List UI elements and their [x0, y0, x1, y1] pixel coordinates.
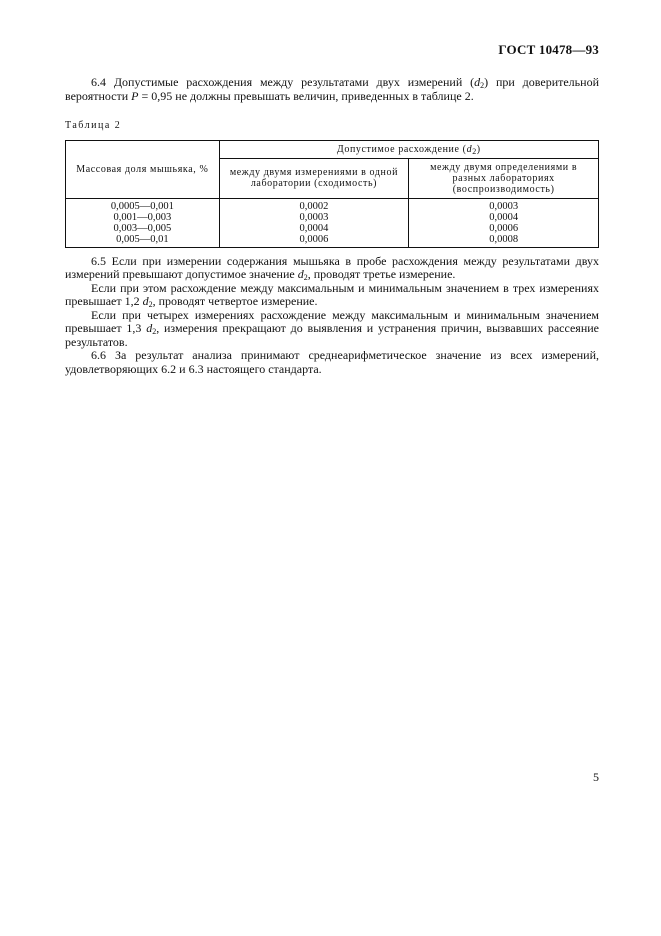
p65-text-b: , проводят третье измерение. [307, 267, 456, 281]
header-reproducibility: между двумя определениями в разных лабораториях (воспроизводимость) [409, 158, 599, 198]
cell-reproducibility: 0,0003 [409, 198, 599, 212]
p64-var-p: P [131, 88, 139, 103]
p65-var-d: d [297, 267, 304, 281]
paragraph-6-5-third [65, 309, 599, 350]
table-row [66, 223, 599, 234]
p65b-text-a: Если при этом расхождение между максимальным и минимальным значением в трех измерениях превышает 1,2 [65, 280, 599, 308]
table-row [66, 212, 599, 223]
group-header-text-a: Допустимое расхождение ( [336, 143, 467, 155]
cell-repeatability: 0,0003 [219, 212, 409, 223]
p65b-text-b: , проводят четвертое измерение. [152, 294, 318, 308]
document-body [65, 76, 599, 376]
paragraph-6-6: 6.6 За результат анализа принимают среднеарифметическое значение из всех измерений, удовлетворяющих 6.2 и 6.3 настоящего стандарта. [65, 348, 599, 376]
p64-sub: 2 [480, 81, 485, 90]
p65b-var-d: d [142, 294, 149, 308]
cell-repeatability: 0,0002 [219, 198, 409, 212]
p65c-text-b: , измерения прекращают до выявления и устранения причин, вызвавших рассеяние результатов. [65, 321, 599, 349]
table-row [66, 198, 599, 212]
page-number: 5 [593, 770, 599, 784]
group-header-var-d: d [466, 143, 473, 155]
p65-sub: 2 [303, 273, 308, 282]
table-label: Таблица 2 [65, 120, 122, 131]
p64-text-c: = 0,95 не должны превышать величин, приведенных в таблице 2. [138, 88, 474, 103]
p64-text-a: 6.4 Допустимые расхождения между результатами двух измерений ( [91, 75, 475, 89]
p65b-sub: 2 [148, 300, 153, 309]
p65-text-a: 6.5 Если при измерении содержания мышьяка в пробе расхождения между результатами двух измерений превышают допустимое значение [65, 253, 599, 281]
table-row [66, 234, 599, 248]
p65c-sub: 2 [152, 327, 157, 336]
cell-fraction: 0,003—0,005 [66, 223, 220, 234]
header-mass-fraction: Массовая доля мышьяка, % [66, 140, 220, 198]
cell-repeatability: 0,0006 [219, 234, 409, 248]
cell-fraction: 0,001—0,003 [66, 212, 220, 223]
p64-var-d: d [474, 75, 481, 89]
p64-text-b: ) при доверительной вероятности [65, 75, 599, 103]
paragraph-6-4 [65, 76, 599, 103]
paragraph-6-5-second [65, 282, 599, 309]
p65c-text-a: Если при четырех измерениях расхождение между максимальным и минимальным значением превышает 1,3 [65, 307, 599, 335]
cell-reproducibility: 0,0006 [409, 223, 599, 234]
header-repeatability: между двумя измерениями в одной лаборатории (сходимость) [219, 158, 409, 198]
group-header-sub: 2 [472, 146, 477, 156]
cell-fraction: 0,0005—0,001 [66, 198, 220, 212]
cell-reproducibility: 0,0004 [409, 212, 599, 223]
cell-reproducibility: 0,0008 [409, 234, 599, 248]
standard-header: ГОСТ 10478—93 [498, 42, 599, 57]
tolerance-table [65, 140, 599, 248]
p65c-var-d: d [146, 321, 153, 335]
header-allowed-deviation [219, 140, 598, 158]
cell-fraction: 0,005—0,01 [66, 234, 220, 248]
cell-repeatability: 0,0004 [219, 223, 409, 234]
group-header-text-b: ) [476, 143, 481, 155]
paragraph-6-5 [65, 255, 599, 282]
